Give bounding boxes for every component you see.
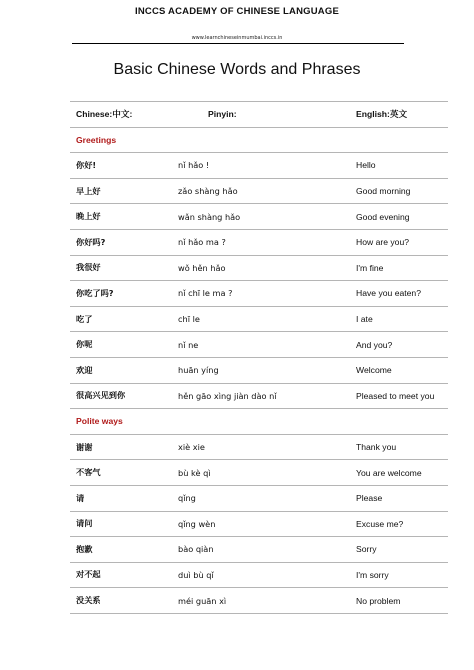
english-cell: How are you? — [350, 229, 448, 255]
section-empty-cell — [350, 127, 448, 153]
english-cell: I'm sorry — [350, 562, 448, 588]
english-cell: Excuse me? — [350, 511, 448, 537]
table-row — [70, 153, 448, 179]
pinyin-cell: nǐ hǎo ma ? — [172, 229, 350, 255]
section-empty-cell — [172, 409, 350, 435]
pinyin-cell: nǐ chī le ma ? — [172, 281, 350, 307]
english-cell: Pleased to meet you — [350, 383, 448, 409]
table-row — [70, 511, 448, 537]
english-cell: Good morning — [350, 178, 448, 204]
phrases-table-body — [70, 102, 448, 614]
section-heading: Greetings — [70, 127, 172, 153]
english-cell: You are welcome — [350, 460, 448, 486]
english-cell: Welcome — [350, 357, 448, 383]
table-row — [70, 434, 448, 460]
english-cell: Hello — [350, 153, 448, 179]
table-row — [70, 357, 448, 383]
table-row — [70, 229, 448, 255]
english-cell: Good evening — [350, 204, 448, 230]
chinese-cell: 早上好 — [70, 178, 172, 204]
section-empty-cell — [172, 127, 350, 153]
section-heading: Polite ways — [70, 409, 172, 435]
pinyin-cell: nǐ ne — [172, 332, 350, 358]
english-cell: Thank you — [350, 434, 448, 460]
pinyin-cell: qǐng — [172, 485, 350, 511]
pinyin-cell: xiè xie — [172, 434, 350, 460]
chinese-cell: 对不起 — [70, 562, 172, 588]
column-header-chinese: Chinese:中文: — [70, 102, 172, 128]
chinese-cell: 你呢 — [70, 332, 172, 358]
table-row — [70, 588, 448, 614]
pinyin-cell: qǐng wèn — [172, 511, 350, 537]
chinese-cell: 很高兴见到你 — [70, 383, 172, 409]
chinese-cell: 请 — [70, 485, 172, 511]
english-cell: I'm fine — [350, 255, 448, 281]
pinyin-cell: zǎo shàng hǎo — [172, 178, 350, 204]
chinese-cell: 不客气 — [70, 460, 172, 486]
section-empty-cell — [350, 409, 448, 435]
pinyin-cell: huān yíng — [172, 357, 350, 383]
website-url[interactable]: www.learnchineseinmumbai.inccs.in — [191, 35, 283, 41]
english-cell: Please — [350, 485, 448, 511]
english-cell: I ate — [350, 306, 448, 332]
page-title: Basic Chinese Words and Phrases — [113, 61, 361, 78]
pinyin-cell: bù kè qì — [172, 460, 350, 486]
english-cell: No problem — [350, 588, 448, 614]
chinese-cell: 欢迎 — [70, 357, 172, 383]
english-cell: And you? — [350, 332, 448, 358]
pinyin-cell: wǒ hěn hǎo — [172, 255, 350, 281]
table-row — [70, 306, 448, 332]
chinese-cell: 你吃了吗? — [70, 281, 172, 307]
english-cell: Have you eaten? — [350, 281, 448, 307]
column-header-pinyin: Pinyin: — [172, 102, 350, 128]
table-row — [70, 204, 448, 230]
chinese-cell: 请问 — [70, 511, 172, 537]
pinyin-cell: duì bù qǐ — [172, 562, 350, 588]
table-row — [70, 485, 448, 511]
phrases-table — [70, 101, 448, 614]
pinyin-cell: hěn gāo xìng jiàn dào nǐ — [172, 383, 350, 409]
table-row — [70, 332, 448, 358]
table-row — [70, 281, 448, 307]
english-cell: Sorry — [350, 537, 448, 563]
pinyin-cell: méi guān xì — [172, 588, 350, 614]
table-row — [70, 562, 448, 588]
section-row — [70, 127, 448, 153]
pinyin-cell: wǎn shàng hǎo — [172, 204, 350, 230]
academy-name: INCCS ACADEMY OF CHINESE LANGUAGE — [134, 6, 339, 17]
chinese-cell: 没关系 — [70, 588, 172, 614]
pinyin-cell: bào qiàn — [172, 537, 350, 563]
table-row — [70, 178, 448, 204]
chinese-cell: 我很好 — [70, 255, 172, 281]
table-row — [70, 537, 448, 563]
chinese-cell: 你好吗? — [70, 229, 172, 255]
header-divider — [72, 43, 404, 44]
chinese-cell: 谢谢 — [70, 434, 172, 460]
section-row — [70, 409, 448, 435]
table-row — [70, 255, 448, 281]
chinese-cell: 抱歉 — [70, 537, 172, 563]
table-row — [70, 460, 448, 486]
chinese-cell: 吃了 — [70, 306, 172, 332]
pinyin-cell: chī le — [172, 306, 350, 332]
table-row — [70, 383, 448, 409]
chinese-cell: 晚上好 — [70, 204, 172, 230]
pinyin-cell: nǐ hǎo ! — [172, 153, 350, 179]
column-header-english: English:英文 — [350, 102, 448, 128]
table-header-row — [70, 102, 448, 128]
chinese-cell: 你好! — [70, 153, 172, 179]
